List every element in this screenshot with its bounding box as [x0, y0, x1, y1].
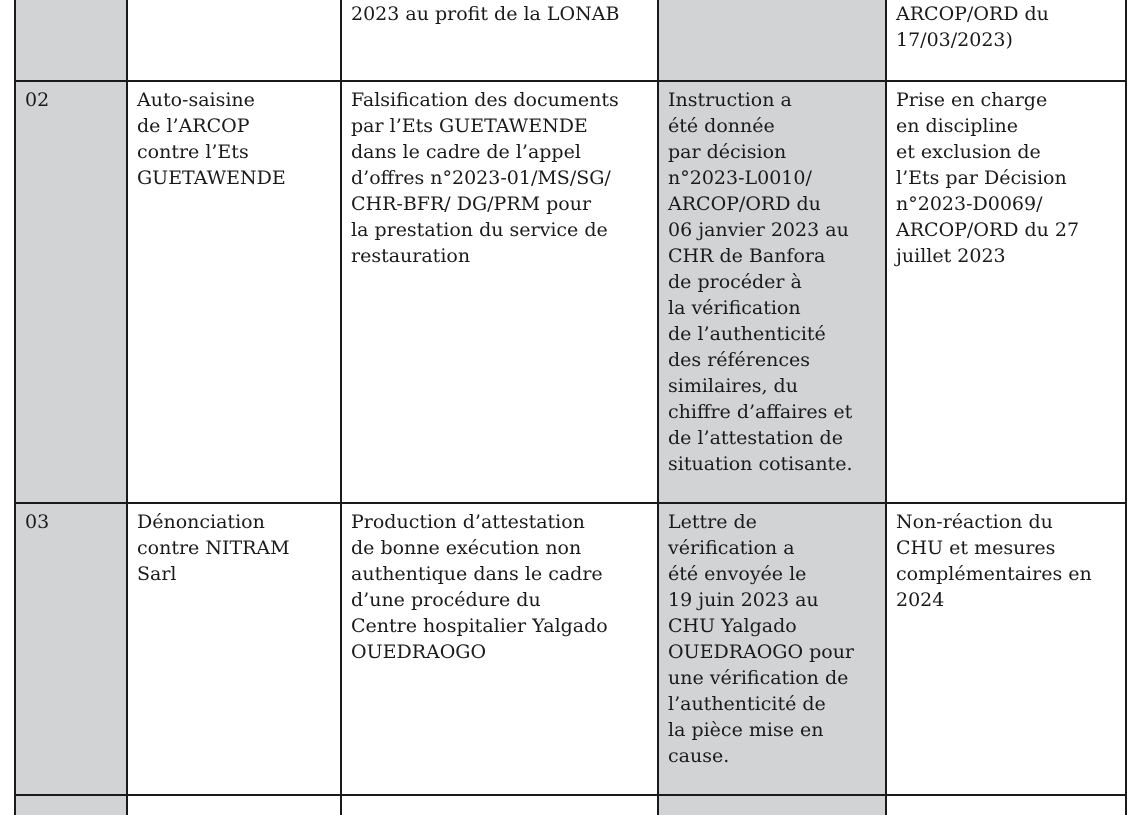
cell-actions: Instruction a été donnée par décision n°2023-L0010/ ARCOP/ORD du 06 janvier 2023 au CHR de Banfora de procéder à la vérification de l’authenticité des références similaires, du chiffre d’affaires et de l’attestation de situation cotisante.	[658, 81, 886, 503]
cases-table	[14, 0, 1127, 815]
cell-source: Dénonciation contre NITRAM Sarl	[127, 503, 341, 795]
cell-objet	[341, 795, 658, 815]
table-row	[15, 795, 1126, 815]
cell-actions	[658, 0, 886, 81]
table-row	[15, 0, 1126, 81]
cell-source	[127, 795, 341, 815]
cell-source	[127, 0, 341, 81]
table-row	[15, 503, 1126, 795]
cell-suite: ARCOP/ORD du 17/03/2023)	[886, 0, 1126, 81]
cell-suite	[886, 795, 1126, 815]
cell-suite: Prise en charge en discipline et exclusion de l’Ets par Décision n°2023-D0069/ ARCOP/ORD du 27 juillet 2023	[886, 81, 1126, 503]
cell-objet: 2023 au profit de la LONAB	[341, 0, 658, 81]
cell-source: Auto-saisine de l’ARCOP contre l’Ets GUETAWENDE	[127, 81, 341, 503]
cell-num: 03	[15, 503, 127, 795]
cell-objet: Production d’attestation de bonne exécution non authentique dans le cadre d’une procédure du Centre hospitalier Yalgado OUEDRAOGO	[341, 503, 658, 795]
cell-suite: Non-réaction du CHU et mesures complémentaires en 2024	[886, 503, 1126, 795]
table-row	[15, 81, 1126, 503]
cell-num: 02	[15, 81, 127, 503]
cell-objet: Falsification des documents par l’Ets GUETAWENDE dans le cadre de l’appel d’offres n°2023-01/MS/SG/ CHR-BFR/ DG/PRM pour la prestation du service de restauration	[341, 81, 658, 503]
cell-actions: Lettre de vérification a été envoyée le 19 juin 2023 au CHU Yalgado OUEDRAOGO pour une vérification de l’authenticité de la pièce mise en cause.	[658, 503, 886, 795]
cell-num	[15, 0, 127, 81]
cell-actions	[658, 795, 886, 815]
cell-num	[15, 795, 127, 815]
